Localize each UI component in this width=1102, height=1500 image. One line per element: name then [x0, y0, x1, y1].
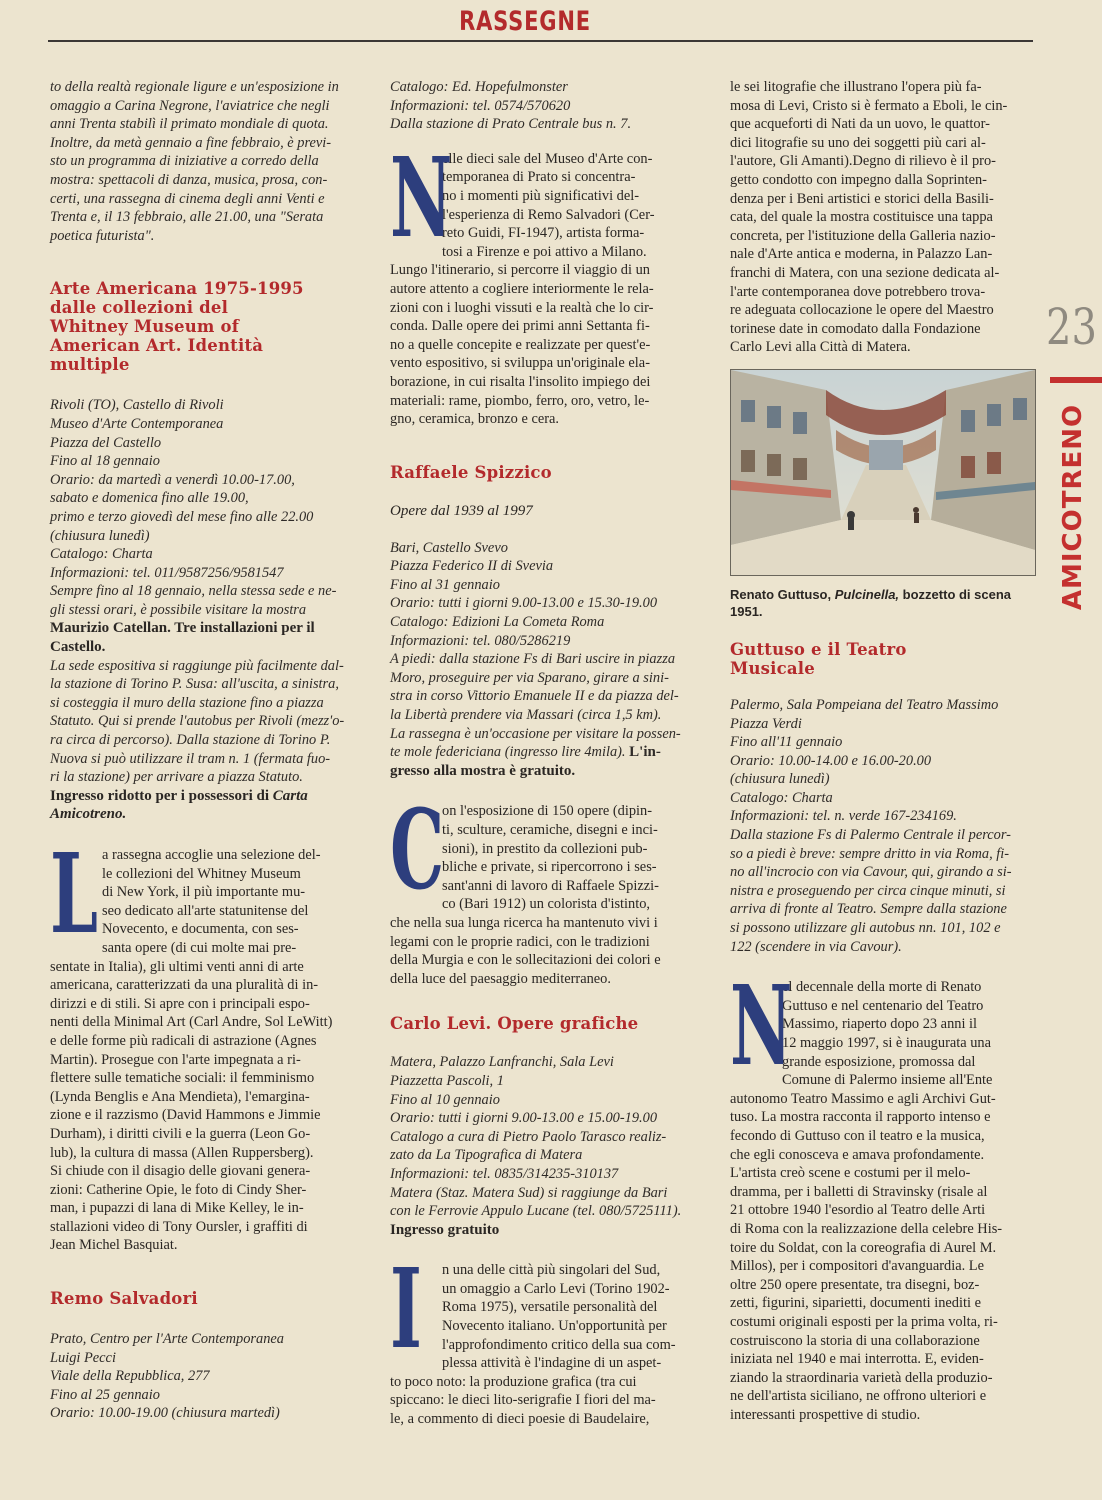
text-line: primo e terzo giovedì del mese fino alle 22.00 — [50, 508, 314, 525]
article-body — [390, 1244, 702, 1428]
magazine-page: RASSEGNE 23 AMICOTRENO to della realtà regionale ligure e un'esposizione in omaggio a Carina Negrone, l'aviatrice che negli anni Trenta stabilì il primato mondiale di quota. Inoltre, da metà gennaio a fine febbraio, è previ- sto un programma di iniziative a corredo della mostra: spettacoli di danza, musica, prosa, con- certi, una rassegna di cinema degli anni Venti e Trenta e, il 13 febbraio, alle 21.00, una "Serata poetica futurista". Arte Americana 1975-1995 dalle collezioni del Whitney Museum of American Art. Identità multiple Rivoli (TO), Castello di Rivoli Museo d'Arte Contemporanea Piazza del Castello Fino al 18 gennaio Orario: da martedì a venerdì 10.00-17.00, sabato e domenica fino alle 19.00, primo e terzo giovedì del mese fino alle 22.00 (chiusura lunedì) Catalogo: Charta Informazioni: tel. 011/9587256/9581547 Sempre fino al 18 gennaio, nella stessa sede e ne- gli stessi orari, è possibile visitare la mostra Maurizio Catellan. Tre installazioni per il Castello. La sede espositiva si raggiunge più facilmente dal- la stazione di Torino P. Susa: all'uscita, a sinistra, si costeggia il muro della stazione fino a piazza Statuto. Qui si prende l'autobus per Rivoli (mezz'o- ra circa di percorso). Dalla stazione di Torino P. Nuova si può utilizzare il tram n. 1 (fermata fuo- ri la stazione) per arrivare a piazza Statuto. Ingresso ridotto per i possessori di Carta Amicotreno. L a rassegna accoglie una selezione del- le collezioni del Whitney Museum di New York, il più importante mu- seo dedicato all'arte statunitense del Novecento, e documenta, con ses- santa opere (di cui molte mai pre- sentate in Italia), gli ultimi venti anni di arte americana, caratterizzati da una pluralità di in- dirizzi e di stili. Si apre con i principali espo- nenti della Minimal Art (Carl Andre, Sol LeWitt) e delle forme più radicali di astrazione (Agnes Martin). Prosegue con l'arte impegnata a ri- flettere sulle tematiche sociali: il femminismo (Lynda Benglis e Ana Mendieta), l'emargina- zione e il razzismo (David Hammons e Jimmie Durham), i diritti civili e la guerra (Leon Go- lub), la cultura di massa (Allen Ruppersberg). Si chiude con il disagio delle giovani genera- zioni: Catherine Opie, le foto di Cindy Sher- man, i pupazzi di lana di Mike Kelley, le in- stallazioni video di Tony Oursler, i graffiti di Jean Michel Basquiat. Remo Salvadori Prato, Centro per l'Arte Contemporanea Luigi Pecci Viale della Repubblica, 277 Fino al 25 gennaio Orario: 10.00-19.00 (chiusura martedì) Catalogo: Ed. Hopefulmonster Informazioni: tel. 0574/570620 Dalla stazione di Prato Centrale bus n. 7. N elle dieci sale del Museo d'Arte con- temporanea di Prato si concentra- no i momenti più significativi del- l'esperienza di Remo Salvadori (Cer- reto Guidi, FI-1947), artista forma- tosi a Firenze e poi attivo a Milano. Lungo l'itinerario, si percorre il viaggio di un autore attento a cogliere interiormente le rela- zioni con i luoghi vissuti e la realtà che lo cir- conda. Dalle opere dei primi anni Settanta fi- no a quelle concepite e realizzate per quest'e- vento espositivo, si sviluppa un'originale ela- borazione, in cui risalta l'insolito impiego dei materiali: rame, piombo, ferro, oro, vetro, le- gno, ceramica, bronzo e cera. Raffaele Spizzico Opere dal 1939 al 1997 Bari, Castello Svevo Piazza Federico II di Svevia Fino al 31 gennaio Orario: tutti i giorni 9.00-13.00 e 15.30-19.00 Catalogo: Edizioni La Cometa Roma Informazioni: tel. 080/5286219 A piedi: dalla stazione Fs di Bari uscire in piazza Moro, proseguire per via Sparano, girare a sini- stra in corso Vittorio Emanuele II e da piazza del- la Libertà prendere via Massari (circa 1,5 km). La rassegna è un'occasione per visitare la possen- te mole federiciana (ingresso lire 4mila). L'in- gresso alla mostra è gratuito. C on l'esposizione di 150 opere (dipin- ti, sculture, ceramiche, disegni e inci- sioni), in prestito da collezioni pub- bliche e private, si ripercorrono i ses- sant'anni di lavoro di Raffaele Spizzi- co (Bari 1912) un colorista d'istinto, che nella sua lunga ricerca ha mantenuto vivi i legami con le proprie radici, con le tradizioni della Murgia e con le sollecitazioni dei colori e della luce del paesaggio mediterraneo. Carlo Levi. Opere grafiche Matera, Palazzo Lanfranchi, Sala Levi Piazzetta Pascoli, 1 Fino al 10 gennaio Orario: tutti i giorni 9.00-13.00 e 15.00-19.00 Catalogo a cura di Pietro Paolo Tarasco realiz- zato da La Tipografica di Matera Informazioni: tel. 0835/314235-310137 Matera (Staz. Matera Sud) si raggiunge da Bari con le Ferrovie Appulo Lucane (tel. 080/5725111). Ingresso gratuito I n una delle città più singolari del Sud, un omaggio a Carlo Levi (Torino 1902- Roma 1975), versatile personalità del Novecento italiano. Un'opportunità per l'approfondimento critico della sua com- plessa attività è l'indagine di un aspet- to poco noto: la produzione grafica (tra cui spiccano: le dieci lito-serigrafie I fiori del ma- le, a commento di dieci poesie di Baudelaire, le sei litografie che illustrano l'opera più fa- mosa di Levi, Cristo si è fermato a Eboli, le cin- que acqueforti di Nati da un uovo, le quattor- dici litografie su uno dei soggetti più cari al- l'autore, Gli Amanti).Degno di rilievo è il pro- getto condotto con impegno dalla Soprinten- denza per i Beni artistici e storici della Basili- cata, del quale la mostra costituisce una tappa concreta, per l'istituzione della Galleria nazio- nale d'Arte antica e moderna, in Palazzo Lan- franchi di Matera, con una sezione dedicata al- l'arte contemporanea dove potrebbero trova- re adeguata collocazione le opere del Maestro torinese date in comodato dalla Fondazione Carlo Levi alla Città di Matera. Renato Guttuso, Pulcinella, bozzetto di scena 1951. Guttuso e il Teatro Musicale Palermo, Sala Pompeiana del Teatro Massimo Piazza Verdi Fino all'11 gennaio Orario: 10.00-14.00 e 16.00-20.00 (chiusura lunedì) Catalogo: Charta Informazioni: tel. n. verde 167-234169. Dalla stazione Fs di Palermo Centrale il percor- so a piedi è breve: sempre dritto in via Roma, fi- no all'incrocio con via Cavour, qui, girando a si- nistra e proseguendo per circa cinque minuti, si arriva di fronte al Teatro. Sempre dalla stazione si possono utilizzare gli autobus nn. 101, 102 e 122 (scendere in via Cavour). N el decennale della morte di Renato Guttuso e nel centenario del Teatro Massimo, riaperto dopo 23 anni il 12 maggio 1997, si è inaugurata una grande esposizione, promossa dal Comune di Palermo insieme all'Ente autonomo Teatro Massimo e agli Archivi Gut- tuso. La mostra racconta il rapporto intenso e fecondo di Guttuso con il teatro e la musica, che egli conosceva e amava profondamente. L'artista creò scene e costumi per il melo- dramma, per i balletti di Stravinsky (risale al 21 ottobre 1940 l'esordio al Teatro delle Arti di Roma con la realizzazione della celebre His- toire du Soldat, con la coreografia di Aurel M. Millos), per i compositori d'avanguardia. Le oltre 250 opere presentate, tra disegni, boz- zetti, figurini, siparietti, documenti inediti e costumi originali esposti per la prima volta, ri- costruiscono la storia di una collaborazione iniziata nel 1940 e mai interrotta. E, eviden- ziando la straordinaria varietà della produzio- ne dell'artista siciliano, ne offrono ulteriori e interessanti prospettive di studio. — [0, 0, 1102, 1500]
text-line: on l'esposizione di 150 opere (dipin- — [442, 803, 653, 820]
text-line: stra in corso Vittorio Emanuele II e da piazza del- — [390, 688, 679, 705]
text-line: arriva di fronte al Teatro. Sempre dalla stazione — [730, 901, 1007, 918]
text-line: nenti della Minimal Art (Carl Andre, Sol LeWitt) — [50, 1014, 333, 1031]
text-line: Matera, Palazzo Lanfranchi, Sala Levi — [390, 1054, 614, 1071]
text-line: Fino al 18 gennaio — [50, 453, 160, 470]
text-line: (chiusura lunedì) — [730, 771, 830, 788]
article-subtitle: Opere dal 1939 al 1997 — [390, 502, 533, 519]
text-line: costumi originali esposti per la prima volta, ri- — [730, 1313, 998, 1330]
text-line: nale d'Arte antica e moderna, in Palazzo Lan- — [730, 246, 993, 263]
text-line: elle dieci sale del Museo d'Arte con- — [442, 150, 653, 167]
text-line: Informazioni: tel. 080/5286219 — [390, 632, 571, 649]
text-line: ra circa di percorso). Dalla stazione di Torino P. — [50, 732, 331, 749]
directions-text — [50, 657, 362, 787]
text-line: autore attento a cogliere interiormente le rela- — [390, 280, 654, 297]
text-line: (chiusura lunedì) — [50, 527, 150, 544]
text-line: materiali: rame, piombo, ferro, oro, vetro, le- — [390, 392, 650, 409]
text-line: Matera (Staz. Matera Sud) si raggiunge da Bari — [390, 1184, 668, 1201]
text-line: to poco noto: la produzione grafica (tra cui — [390, 1373, 637, 1390]
text-line: zioni: Catherine Opie, le foto di Cindy Sher- — [50, 1181, 307, 1198]
event-info: Bari, Castello Svevo Piazza Federico II di Svevia Fino al 31 gennaio Orario: tutti i giorni 9.00-13.00 e 15.30-19.00 Catalogo: Edizioni La Cometa Roma Informazioni: tel. 080/5286219 A piedi: dalla stazione Fs di Bari uscire in piazza Moro, proseguire per via Sparano, girare a sini- stra in corso Vittorio Emanuele II e da piazza del- la Libertà prendere via Massari (circa 1,5 km). La rassegna è un'occasione per visitare la possen- te mole federiciana (ingresso lire 4mila). L'in- gresso alla mostra è gratuito. — [390, 539, 702, 781]
text-line: denza per i Beni artistici e storici della Basili- — [730, 190, 994, 207]
text-line: Informazioni: tel. n. verde 167-234169. — [730, 808, 957, 825]
text-line: Orario: da martedì a venerdì 10.00-17.00, — [50, 471, 295, 488]
header-rule — [48, 40, 1033, 42]
text-line: Catalogo: Charta — [50, 546, 153, 563]
article-arte-americana — [50, 279, 362, 1255]
text-line: Orario: 10.00-14.00 e 16.00-20.00 — [730, 752, 932, 769]
text-line: sabato e domenica fino alle 19.00, — [50, 490, 249, 507]
text-line: costruiscono la storia di una collaborazione — [730, 1332, 980, 1349]
text-line: vento espositivo, si sviluppa un'originale ela- — [390, 355, 650, 372]
text-line: toire du Soldat, con la coreografia di Aurel M. — [730, 1239, 997, 1256]
text-line: Piazza Verdi — [730, 715, 802, 732]
text-line: Piazza del Castello — [50, 434, 162, 451]
event-info — [50, 1330, 362, 1423]
text-line: della Murgia e con le sollecitazioni dei colori e — [390, 952, 661, 969]
text-line: Fino all'11 gennaio — [730, 734, 843, 751]
text-line: le, a commento di dieci poesie di Baudelaire, — [390, 1411, 650, 1428]
text-line: no i momenti più significativi del- — [442, 187, 640, 204]
drop-cap: C — [390, 785, 445, 915]
text-line: gli stessi orari, è possibile visitare la mostra — [50, 601, 307, 618]
text-line: no a quelle concepite e realizzate per quest'e- — [390, 336, 651, 353]
article-body-continued — [730, 78, 1042, 357]
text-line: Lungo l'itinerario, si percorre il viaggio di un — [390, 262, 650, 279]
text-line: la Libertà prendere via Massari (circa 1,5 km). — [390, 707, 662, 724]
article-title — [50, 279, 362, 374]
text-line: gno, ceramica, bronzo e cera. — [390, 411, 559, 428]
text-line: fecondo di Guttuso con il teatro e la musica, — [730, 1127, 985, 1144]
text-line: Musicale — [730, 658, 815, 678]
text-line: Roma 1975), versatile personalità del — [442, 1299, 658, 1316]
event-info — [390, 78, 702, 134]
text-line: americana, caratterizzati da una pluralità di in- — [50, 977, 319, 994]
text-line: Sempre fino al 18 gennaio, nella stessa sede e ne- — [50, 583, 337, 600]
text-line: 12 maggio 1997, si è inaugurata una — [782, 1035, 992, 1051]
text-line: La rassegna è un'occasione per visitare la possen- — [390, 725, 681, 742]
text-line: Fino al 25 gennaio — [50, 1386, 160, 1403]
text-line: Nuova si può utilizzare il tram n. 1 (fermata fuo- — [50, 750, 331, 767]
column-3 — [730, 78, 1042, 1424]
event-info — [50, 396, 362, 824]
text-line: Inoltre, da metà gennaio a fine febbraio, è previ- — [50, 134, 332, 151]
text-line: di New York, il più importante mu- — [102, 884, 306, 901]
text-line: bliche e private, si ripercorrono i ses- — [442, 859, 657, 876]
text-line: Catalogo: Ed. Hopefulmonster — [390, 79, 568, 95]
text-line: Durham), i diritti civili e la guerra (Leon Go- — [50, 1125, 311, 1142]
text-line: La sede espositiva si raggiunge più facilmente dal- — [50, 657, 344, 674]
event-info — [730, 696, 1042, 956]
discount-text: Ingresso ridotto per i possessori di Carta Amicotreno. — [50, 787, 308, 823]
text-line: Si chiude con il disagio delle giovani genera- — [50, 1163, 311, 1180]
text-line: omaggio a Carina Negrone, l'aviatrice che negli — [50, 97, 330, 114]
text-line: mosa di Levi, Cristo si è fermato a Eboli, le cin- — [730, 97, 1008, 114]
text-line: A piedi: dalla stazione Fs di Bari uscire in piazza — [390, 651, 676, 668]
text-line: Informazioni: tel. 011/9587256/9581547 — [50, 564, 284, 581]
column-2 — [390, 78, 702, 1429]
text-line: tosi a Firenze e poi attivo a Milano. — [442, 243, 647, 260]
text-line: Luigi Pecci — [50, 1349, 116, 1366]
text-line: 21 ottobre 1940 l'esordio al Teatro delle Arti — [730, 1202, 986, 1219]
text-line: e delle forme più radicali di astrazione (Agnes — [50, 1032, 317, 1049]
text-line: si costeggia il muro della stazione fino a piazza — [50, 694, 324, 711]
text-line: Carlo Levi alla Città di Matera. — [730, 339, 911, 356]
text-line: dici litografie su uno dei soggetti più cari al- — [730, 134, 986, 151]
text-line: 122 (scendere in via Cavour). — [730, 938, 902, 955]
article-guttuso — [730, 640, 1042, 1425]
text-line: temporanea di Prato si concentra- — [442, 169, 636, 186]
text-line: le sei litografie che illustrano l'opera più fa- — [730, 79, 982, 95]
text-line: l'approfondimento critico della sua com- — [442, 1336, 676, 1353]
text-line: Guttuso e nel centenario del Teatro — [782, 997, 984, 1014]
text-line: (Lynda Benglis e Ana Mendieta), l'emargina- — [50, 1088, 310, 1105]
free-entry-text: Ingresso gratuito — [390, 1221, 500, 1238]
text-line: Comune di Palermo insieme all'Ente — [782, 1072, 993, 1089]
text-line: so a piedi è breve: sempre dritto in via Roma, fi- — [730, 845, 1010, 862]
text-line: Catalogo: Edizioni La Cometa Roma — [390, 614, 605, 631]
page-number: 23 — [1046, 298, 1097, 356]
text-line: Piazzetta Pascoli, 1 — [390, 1072, 504, 1089]
text-line: co (Bari 1912) un colorista d'istinto, — [442, 896, 651, 913]
article-body — [390, 785, 702, 988]
text-line: l'arte contemporanea dove potrebbero trova- — [730, 283, 986, 300]
text-line: getto condotto con impegno dalla Soprinten- — [730, 171, 987, 188]
text-line: nistra e proseguendo per circa cinque minuti, si — [730, 882, 1006, 899]
article-body — [730, 961, 1042, 1424]
drop-cap: I — [390, 1244, 422, 1374]
text-line: n una delle città più singolari del Sud, — [442, 1262, 661, 1279]
text-line: oltre 250 opere presentate, tra disegni, boz- — [730, 1276, 980, 1293]
text-line: tuso. La mostra racconta il rapporto intenso e — [730, 1109, 991, 1126]
text-line: seo dedicato all'arte statunitense del — [102, 902, 309, 919]
text-line: Guttuso e il Teatro — [730, 639, 907, 659]
free-entry-text: gresso alla mostra è gratuito. — [390, 762, 576, 779]
text-line: zione e il razzismo (David Hammons e Jimmie — [50, 1107, 321, 1124]
text-line: to della realtà regionale ligure e un'esposizione in — [50, 79, 339, 95]
text-line: zetti, figurini, siparietti, documenti inediti e — [730, 1295, 981, 1312]
text-line: Novecento, e documenta, con ses- — [102, 921, 299, 938]
text-line: con le Ferrovie Appulo Lucane (tel. 080/5725111). — [390, 1203, 682, 1220]
text-line: L'artista creò scene e costumi per il melo- — [730, 1165, 971, 1182]
text-line: ri la stazione) per arrivare a piazza Statuto. — [50, 769, 303, 786]
text-line: Statuto. Qui si prende l'autobus per Rivoli (mezz'o- — [50, 713, 345, 730]
text-line: lub), la cultura di massa (Allen Ruppersberg). — [50, 1144, 314, 1161]
text-line: Trenta e, il 13 febbraio, alle 21.00, una "Serata — [50, 209, 324, 226]
text-line: multiple — [50, 355, 130, 375]
text-line: autonomo Teatro Massimo e agli Archivi Gut- — [730, 1090, 996, 1107]
text-line: no all'incrocio con via Cavour, qui, girando a si- — [730, 864, 1012, 881]
text-line: Castello. — [50, 639, 106, 656]
text-line: Piazza Federico II di Svevia — [390, 558, 554, 575]
text-line: ti, sculture, ceramiche, disegni e inci- — [442, 822, 658, 838]
text-line: certi, una rassegna di cinema degli anni Venti e — [50, 190, 325, 207]
text-line: a rassegna accoglie una selezione del- — [102, 847, 321, 863]
text-line: grande esposizione, promossa dal — [782, 1053, 976, 1070]
text-line: borazione, in cui risalta l'insolito impiego dei — [390, 373, 651, 390]
text-line: cata, del quale la mostra costituisce una tappa — [730, 209, 993, 226]
text-line: sioni), in prestito da collezioni pub- — [442, 840, 648, 857]
text-line: dramma, per i balletti di Stravinsky (risale al — [730, 1183, 988, 1200]
article-body — [50, 829, 362, 1255]
event-info — [390, 1053, 702, 1239]
text-line: man, i pupazzi di lana di Mike Kelley, le in- — [50, 1200, 304, 1217]
text-line: Orario: tutti i giorni 9.00-13.00 e 15.30-19.00 — [390, 595, 658, 612]
text-line: che nella sua lunga ricerca ha mantenuto vivi i — [390, 914, 658, 931]
text-line: torinese date in comodato dalla Fondazione — [730, 320, 981, 337]
text-line: Informazioni: tel. 0574/570620 — [390, 97, 571, 114]
side-tab-bar — [1050, 377, 1102, 383]
text-line: Massimo, riaperto dopo 23 anni il — [782, 1016, 978, 1033]
text-line: l'autore, Gli Amanti).Degno di rilievo è il pro- — [730, 153, 996, 170]
article-raffaele-spizzico — [390, 463, 702, 989]
text-line: della luce del paesaggio mediterraneo. — [390, 970, 611, 987]
text-line: Orario: 10.00-19.00 (chiusura martedì) — [50, 1405, 280, 1422]
text-line: flettere sulle tematiche sociali: il femminismo — [50, 1070, 315, 1087]
text-line: Rivoli (TO), Castello di Rivoli — [50, 397, 224, 414]
text-line: iniziata nel 1940 e mai interrotta. E, eviden- — [730, 1351, 984, 1368]
text-line: dalle collezioni del — [50, 298, 229, 318]
text-line: la stazione di Torino P. Susa: all'uscita, a sinistra, — [50, 676, 339, 693]
article-title: Remo Salvadori — [50, 1289, 198, 1309]
drop-cap: L — [50, 829, 98, 958]
text-line: Catalogo: Charta — [730, 789, 833, 806]
article-title — [730, 640, 1042, 678]
text-line: Viale della Repubblica, 277 — [50, 1368, 210, 1385]
text-line: Dalla stazione Fs di Palermo Centrale il percor- — [730, 827, 1011, 844]
text-line: ne dell'artista siciliano, ne offrono ulteriori e — [730, 1388, 987, 1405]
text-line: legami con le proprie radici, con le tradizioni — [390, 933, 650, 950]
text-line: interessanti prospettive di studio. — [730, 1406, 921, 1423]
text-line: che egli conosceva e amava profondamente. — [730, 1146, 985, 1163]
column-1 — [50, 78, 362, 1423]
text-line: Novecento italiano. Un'opportunità per — [442, 1318, 667, 1335]
text-line: Moro, proseguire per via Sparano, girare a sini- — [390, 669, 669, 686]
text-line: dirizzi e di stili. Si apre con i principali espo- — [50, 995, 310, 1012]
text-line: conda. Dalle opere dei primi anni Settanta fi- — [390, 318, 650, 335]
text-line: Museo d'Arte Contemporanea — [50, 415, 224, 432]
text-line: mostra: spettacoli di danza, musica, prosa, con- — [50, 171, 328, 188]
text-line: sentate in Italia), gli ultimi venti anni di arte — [50, 958, 304, 975]
text-line: un omaggio a Carlo Levi (Torino 1902- — [442, 1280, 670, 1297]
text-line: zato da La Tipografica di Matera — [390, 1147, 583, 1164]
text-line: zioni con i luoghi vissuti e la realtà che lo cir- — [390, 299, 654, 316]
text-line: plessa attività è l'indagine di un aspet- — [442, 1355, 662, 1372]
text-line: ziando la straordinaria varietà della produzio- — [730, 1369, 993, 1386]
text-line: Palermo, Sala Pompeiana del Teatro Massimo — [730, 696, 999, 713]
highlight-text — [50, 619, 362, 656]
article-remo-salvadori — [50, 1289, 362, 1423]
text-line: Arte Americana 1975-1995 — [50, 279, 304, 299]
text-line: Martin). Prosegue con l'arte impegnata a ri- — [50, 1051, 301, 1068]
text-line: sant'anni di lavoro di Raffaele Spizzi- — [442, 877, 659, 894]
text-line: que acqueforti di Nati da un uovo, le quattor- — [730, 116, 990, 133]
text-line: si possono utilizzare gli autobus nn. 101, 102 e — [730, 920, 1001, 937]
text-line: American Art. Identità — [50, 336, 264, 356]
text-line: concreta, per l'istituzione della Galleria nazio- — [730, 227, 996, 244]
intro-text — [50, 78, 362, 245]
text-line: re adeguata collocazione le opere del Maestro — [730, 302, 994, 319]
text-line: Millos), per i compositori d'avanguardia. Le — [730, 1258, 984, 1275]
text-line: Orario: tutti i giorni 9.00-13.00 e 15.00-19.00 — [390, 1110, 658, 1127]
text-line: l'esperienza di Remo Salvadori (Cer- — [442, 206, 655, 223]
text-line: Jean Michel Basquiat. — [50, 1237, 178, 1254]
article-title: Carlo Levi. Opere grafiche — [390, 1014, 639, 1034]
text-line: santa opere (di cui molte mai pre- — [102, 939, 297, 956]
text-line: Maurizio Catellan. Tre installazioni per il — [50, 620, 315, 637]
text-line: Bari, Castello Svevo — [390, 539, 508, 556]
text-line: anni Trenta stabilì il primato mondiale di quota. — [50, 116, 329, 133]
text-line: di Roma con la realizzazione della celebre His- — [730, 1220, 1003, 1237]
article-title: Raffaele Spizzico — [390, 462, 552, 482]
text-line: sto un programma di iniziative a corredo della — [50, 153, 319, 170]
drop-cap: N — [390, 132, 453, 262]
text-line: le collezioni del Whitney Museum — [102, 865, 301, 882]
stage-sketch-image — [730, 369, 1036, 576]
drop-cap: N — [730, 961, 793, 1091]
text-line: franchi di Matera, con una sezione dedicata al- — [730, 264, 1000, 281]
article-carlo-levi — [390, 1014, 702, 1428]
text-line: Catalogo a cura di Pietro Paolo Tarasco realiz- — [390, 1128, 667, 1145]
text-line: poetica futurista". — [50, 227, 155, 244]
text-line: Dalla stazione di Prato Centrale bus n. 7. — [390, 116, 632, 133]
section-header: RASSEGNE — [459, 6, 591, 37]
text-line: Informazioni: tel. 0835/314235-310137 — [390, 1165, 619, 1182]
text-line: Prato, Centro per l'Arte Contemporanea — [50, 1331, 284, 1348]
text-line: el decennale della morte di Renato — [782, 979, 982, 996]
text-line: Fino al 10 gennaio — [390, 1091, 500, 1108]
text-line: stallazioni video di Tony Oursler, i graffiti di — [50, 1218, 308, 1235]
text-line: Whitney Museum of — [50, 317, 239, 337]
text-line: spiccano: le dieci lito-serigrafie I fiori del ma- — [390, 1392, 656, 1409]
text-line: reto Guidi, FI-1947), artista forma- — [442, 225, 645, 242]
stage-sketch-illustration — [731, 370, 1035, 575]
text-line: Fino al 31 gennaio — [390, 576, 500, 593]
article-body — [390, 132, 702, 429]
image-caption: Renato Guttuso, Pulcinella, bozzetto di scena 1951. — [730, 586, 1012, 619]
